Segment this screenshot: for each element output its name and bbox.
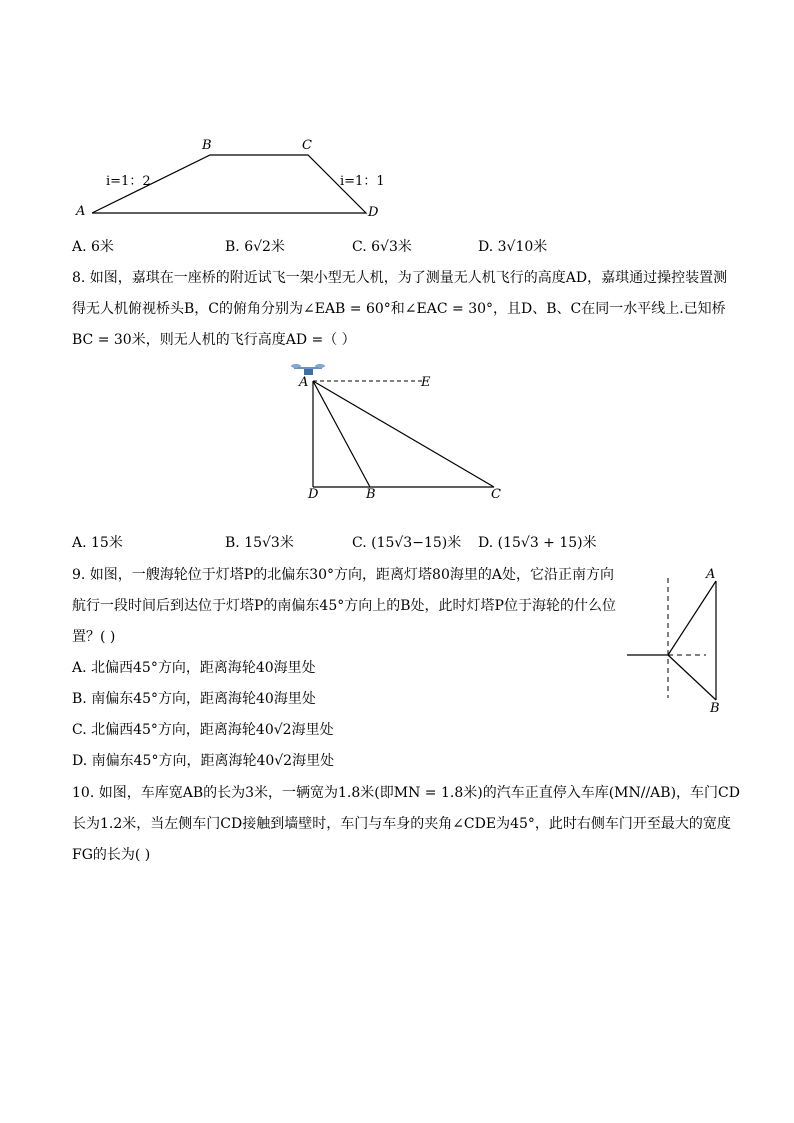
fig1-label-c: C [302, 138, 312, 153]
q9-text-line-3: 置？( ) [72, 629, 116, 645]
fig1-slope-left: i=1：2 [106, 174, 151, 189]
q10-text-line-1: 10. 如图，车库宽AB的长为3米，一辆宽为1.8米(即MN = 1.8米)的汽车正直停入车库(MN//AB)，车门CD [72, 785, 740, 801]
q8-text-line-1: 8. 如图，嘉琪在一座桥的附近试飞一架小型无人机，为了测量无人机飞行的高度AD，嘉琪通过操控装置测 [72, 270, 728, 286]
q9-option-d[interactable]: D. 南偏东45°方向，距离海轮40√2海里处 [72, 753, 335, 769]
q8-fig-label-e: E [421, 375, 431, 390]
q8-text-line-2: 得无人机俯视桥头B，C的俯角分别为∠EAB = 60°和∠EAC = 30°，且D、B、C在同一水平线上.已知桥 [72, 301, 726, 317]
fig1-slope-right: i=1：1 [340, 174, 385, 189]
q9-text-line-1: 9. 如图，一艘海轮位于灯塔P的北偏东30°方向，距离灯塔80海里的A处，它沿正南方向 [72, 567, 614, 583]
fig1-label-b: B [202, 138, 212, 153]
q9-option-a[interactable]: A. 北偏西45°方向，距离海轮40海里处 [72, 660, 316, 676]
q8-fig-label-d: D [308, 487, 319, 502]
q7-option-b[interactable]: B. 6√2米 [225, 239, 285, 255]
q7-option-d[interactable]: D. 3√10米 [478, 239, 548, 255]
q8-option-d[interactable]: D. (15√3 + 15)米 [478, 535, 597, 551]
q10-text-line-3: FG的长为( ) [72, 847, 151, 863]
q10-text-line-2: 长为1.2米，当左侧车门CD接触到墙壁时，车门与车身的夹角∠CDE为45°，此时右侧车门开至最大的宽度 [72, 816, 731, 832]
fig1-label-a: A [76, 204, 86, 219]
q8-option-b[interactable]: B. 15√3米 [225, 535, 294, 551]
fig1-label-d: D [368, 205, 379, 220]
q8-fig-label-b: B [366, 487, 376, 502]
q8-fig-label-c: C [491, 487, 501, 502]
q8-text-line-3: BC = 30米，则无人机的飞行高度AD =（ ） [72, 332, 356, 348]
q8-fig-label-a: A [299, 375, 309, 390]
q9-option-c[interactable]: C. 北偏西45°方向，距离海轮40√2海里处 [72, 722, 334, 738]
q9-option-b[interactable]: B. 南偏东45°方向，距离海轮40海里处 [72, 691, 316, 707]
q8-option-c[interactable]: C. (15√3−15)米 [352, 535, 462, 551]
q7-option-c[interactable]: C. 6√3米 [352, 239, 412, 255]
ship-line-pb [668, 655, 716, 700]
q9-fig-label-a: A [706, 567, 716, 582]
ship-line-pa [668, 581, 716, 655]
q7-option-a[interactable]: A. 6米 [72, 239, 114, 255]
q9-fig-label-b: B [710, 701, 720, 716]
q8-option-a[interactable]: A. 15米 [72, 535, 123, 551]
q9-text-line-2: 航行一段时间后到达位于灯塔P的南偏东45°方向上的B处，此时灯塔P位于海轮的什么位 [72, 598, 616, 614]
